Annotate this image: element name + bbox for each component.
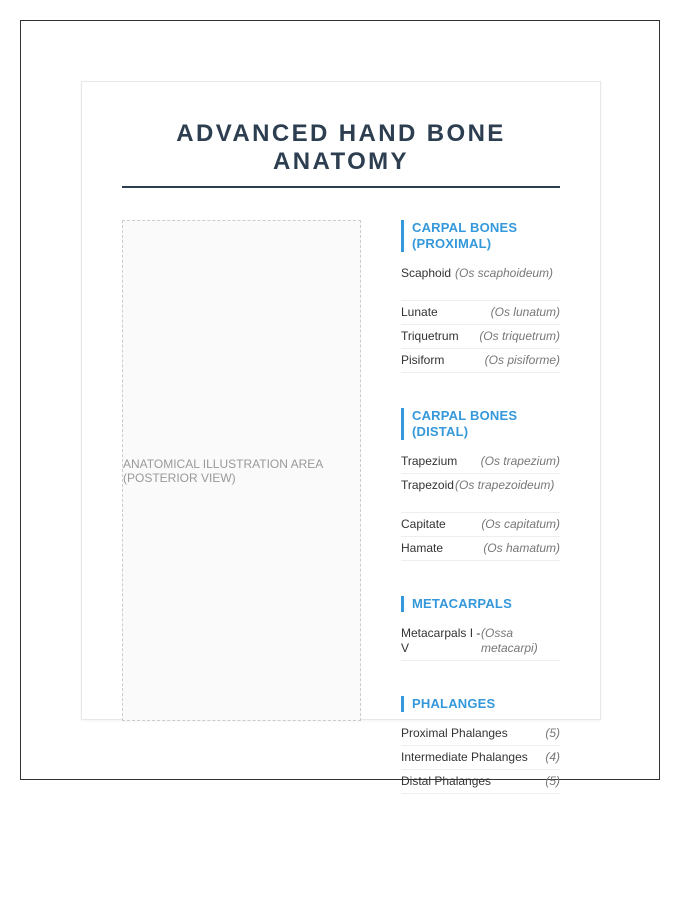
list-item	[401, 774, 560, 794]
list-item	[401, 726, 560, 746]
bone-latin-name: (Os trapezoideum)	[455, 478, 555, 492]
bone-latin-name: (Os lunatum)	[490, 305, 560, 319]
section-title-carpal-distal: CARPAL BONES (DISTAL)	[401, 408, 560, 440]
list-item	[401, 329, 560, 349]
list-item	[401, 517, 560, 537]
bone-latin-name: (Os pisiforme)	[484, 353, 560, 367]
illustration-label: ANATOMICAL ILLUSTRATION AREA (POSTERIOR VIEW)	[123, 456, 323, 485]
bone-count: (5)	[545, 726, 560, 740]
list-item	[401, 541, 560, 561]
bone-name: Pisiform	[401, 353, 445, 367]
section-title-carpal-proximal: CARPAL BONES (PROXIMAL)	[401, 220, 560, 252]
bone-name: Scaphoid	[401, 266, 452, 280]
bone-name: Metacarpals I - V	[401, 626, 481, 655]
title-divider	[122, 186, 560, 188]
page-title: ADVANCED HAND BONE ANATOMY	[176, 120, 506, 175]
bone-latin-name: (Os hamatum)	[483, 541, 560, 555]
bone-name: Distal Phalanges	[401, 774, 492, 788]
bone-name: Triquetrum	[401, 329, 459, 343]
bone-name: Intermediate Phalanges	[401, 750, 528, 764]
bone-latin-name: (Os capitatum)	[481, 517, 560, 531]
bone-name: Lunate	[401, 305, 438, 319]
bone-name: Hamate	[401, 541, 444, 555]
bone-name: Trapezoid	[401, 478, 454, 492]
illustration-area	[122, 220, 361, 721]
bone-latin-name: (Os triquetrum)	[479, 329, 560, 343]
bone-count: (4)	[545, 750, 560, 764]
bone-count: (5)	[545, 774, 560, 788]
list-item	[401, 305, 560, 325]
bone-latin-name: (Ossa metacarpi)	[481, 626, 538, 655]
list-item	[401, 353, 560, 373]
list-item	[401, 454, 560, 474]
list-item	[401, 750, 560, 770]
section-title-metacarpals: METACARPALS	[401, 596, 560, 612]
bone-latin-name: (Os trapezium)	[480, 454, 560, 468]
list-item	[401, 478, 560, 513]
bone-name: Proximal Phalanges	[401, 726, 508, 740]
section-title-phalanges: PHALANGES	[401, 696, 560, 712]
list-item	[401, 266, 560, 301]
bone-name: Capitate	[401, 517, 446, 531]
bone-latin-name: (Os scaphoideum)	[455, 266, 554, 280]
bone-name: Trapezium	[401, 454, 458, 468]
list-item	[401, 626, 560, 661]
